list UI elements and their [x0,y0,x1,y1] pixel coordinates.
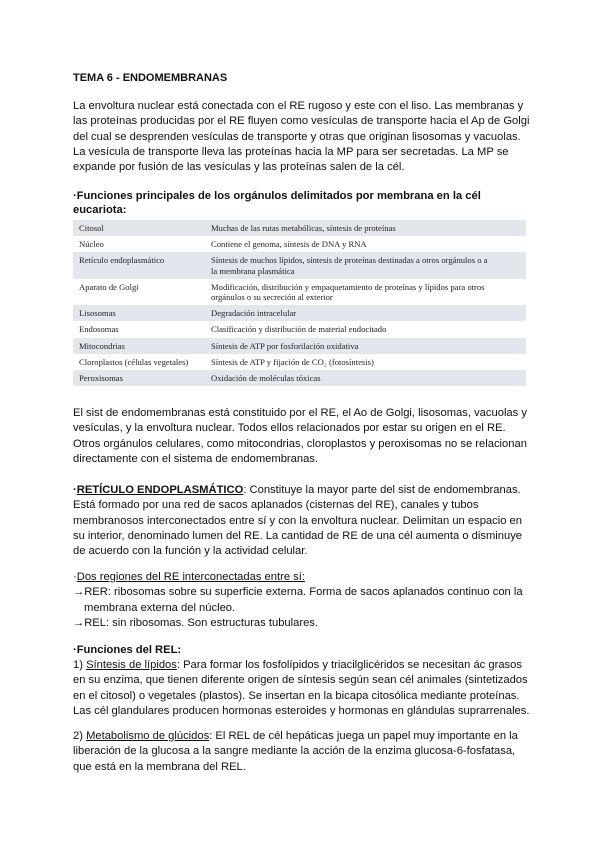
table-row [73,338,526,354]
heading-line: eucariota: [73,203,127,216]
bullet: · [73,571,77,583]
paragraph-line: membranosos interconectados entre sí y con la envoltura nuclear. Delimitan un espacio en [73,514,522,527]
organelle-cell: Aparato de Golgi [79,281,139,292]
item-number: 2) [73,730,87,742]
paragraph-line: El sist de endomembranas está constituido por el RE, el Ao de Golgi, lisosomas, vacuolas y [73,407,527,419]
organelle-cell: Mitocondrias [79,340,125,351]
paragraph-line: de acuerdo con la función y la actividad celular. [73,545,308,558]
organelle-cell: Cloroplastos (células vegetales) [79,356,189,367]
function-cell: Clasificación y distribución de material endocitado [211,324,387,335]
paragraph-line: que está en la membrana del REL. [73,760,246,773]
function-line: orgánulos o su secreción al exterior [211,292,333,303]
rel-line: →REL: sin ribosomas. Son estructuras tubulares. [73,616,318,629]
organelle-cell: Citosol [79,223,104,233]
paragraph-line: Otros orgánulos celulares, como mitocondrias, cloroplastos y peroxisomas no se relacionan [73,437,527,450]
table-row [73,321,526,337]
paragraph-line: Las cél glandulares producen hormonas esteroides y hormonas en glándulas suprarrenales. [73,704,530,717]
function-cell: Oxidación de moléculas tóxicas [211,373,321,384]
paragraph-line: en el citosol) o vegetales (plastos). Se insertan en la bicapa citosólica mediante proteínas. [73,689,520,702]
function-cell: Síntesis de ATP por fosforilación oxidativa [211,340,359,351]
item1-first-line [73,658,533,673]
intro-line: La envoltura nuclear está conectada con el RE rugoso y este con el liso. Las membranas y [73,100,524,112]
rel-function-1 [73,658,533,719]
functions-heading [73,190,533,217]
organelle-function-table [73,220,526,386]
re-first-line [73,483,533,498]
regions-block [73,570,533,631]
paragraph-line: vesículas, y la envoltura nuclear. Todos ellos relacionados por estar su origen en el RE. [73,422,506,435]
page-title: TEMA 6 - ENDOMEMBRANAS [73,72,228,84]
item1-rest: : Para formar los fosfolípidos y triacilglicéridos se necesitan ác grasos [176,659,522,671]
table-row [73,252,526,278]
function-cell: Degradación intracelular [211,308,297,319]
organelle-cell: Endosomas [79,324,119,335]
organelle-cell: Núcleo [79,239,104,250]
item2-title: Metabolismo de glúcidos [86,730,210,742]
function-cell [211,279,526,305]
intro-line: La vesícula de transporte lleva las proteínas hacia la MP para ser secretadas. La MP se [73,145,509,158]
paragraph-line: su interior, denominado lumen del RE. La cantidad de RE de una cél aumenta o disminuye [73,529,523,542]
paragraph-line: liberación de la glucosa a la sangre mediante la acción de la enzima glucosa-6-fosfatasa, [73,745,516,758]
table-row [73,370,526,386]
table-row [73,236,526,252]
item-number: 1) [73,659,87,671]
re-first-line-text: : Constituye la mayor parte del sist de endomembranas. [243,484,521,496]
organelle-cell: Retículo endoplasmático [79,255,165,266]
function-cell: Muchas de las rutas metabólicas, síntesis de proteínas [211,223,396,233]
re-paragraph [73,483,533,559]
table-row [73,220,526,236]
item1-title: Síntesis de lípidos [86,659,177,671]
heading-line: ·Funciones principales de los orgánulos delimitados por membrana en la cél [73,190,481,202]
bullet: · [73,484,77,496]
table-row [73,279,526,305]
function-cell: Síntesis de ATP y fijación de CO₂ (fotosíntesis) [211,356,374,367]
intro-line: las proteínas producidas por el RE fluyen como vesículas de transporte hacia el Ap de Golgi [73,115,530,128]
paragraph-line: directamente con el sistema de endomembranas. [73,452,319,465]
intro-line: del cual se desprenden vesículas de transporte y otras que originan lisosomas y vacuolas. [73,130,521,143]
regions-heading: Dos regiones del RE interconectadas entre sí: [76,571,305,583]
re-heading: RETÍCULO ENDOPLASMÁTICO [76,484,244,496]
organelle-cell: Lisosomas [79,308,116,319]
organelle-cell: Peroxisomas [79,373,123,384]
item2-rest: : El REL de cél hepáticas juega un papel muy importante en la [209,730,518,742]
rer-line-continued: membrana externa del núcleo. [84,601,236,614]
paragraph-line: en su enzima, que tienen diferente origen de síntesis según sean cél animales (sintetizados [73,674,528,687]
rer-line: →RER: ribosomas sobre su superficie externa. Forma de sacos aplanados continuo con la [73,586,523,599]
rel-function-2 [73,729,533,775]
function-cell [211,252,526,278]
paragraph-line: Está formado por una red de sacos aplanados (cisternas del RE), canales y tubos [73,499,479,512]
endomembrane-paragraph [73,406,533,467]
table-row [73,354,526,370]
regions-heading-line [73,570,533,585]
intro-line: expande por fusión de las vesículas y las proteínas salen de la cél. [73,161,405,174]
intro-paragraph [73,99,533,175]
item2-first-line [73,729,533,744]
function-line: Modificación, distribución y empaquetamiento de proteínas y lípidos para otros [211,281,485,292]
rel-functions-heading: ·Funciones del REL: [73,644,182,656]
function-line: la membrana plasmática [211,265,295,276]
function-line: Síntesis de muchos lípidos, síntesis de proteínas destinadas a otros orgánulos o a [211,255,488,266]
function-cell: Contiene el genoma, síntesis de DNA y RNA [211,239,367,250]
table-row [73,305,526,321]
